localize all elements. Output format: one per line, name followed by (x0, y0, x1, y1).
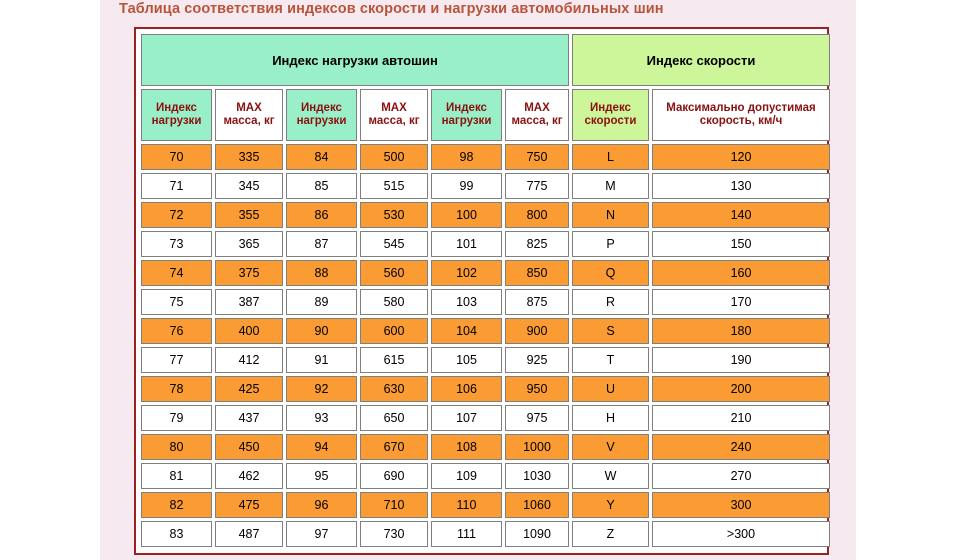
cell-max-speed: 170 (652, 289, 830, 315)
col-header-max-mass: MAX масса, кг (360, 89, 428, 141)
cell-max-mass: 750 (505, 144, 569, 170)
cell-speed-index: L (572, 144, 649, 170)
cell-load-index: 94 (286, 434, 357, 460)
group-header-row (141, 34, 830, 86)
cell-max-mass: 462 (215, 463, 283, 489)
cell-load-index: 97 (286, 521, 357, 547)
cell-load-index: 98 (431, 144, 502, 170)
cell-max-mass: 365 (215, 231, 283, 257)
cell-load-index: 109 (431, 463, 502, 489)
table-row (141, 318, 830, 344)
cell-max-speed: 160 (652, 260, 830, 286)
table-row (141, 405, 830, 431)
col-header-speed-index: Индекс скорости (572, 89, 649, 141)
cell-max-mass: 775 (505, 173, 569, 199)
cell-max-mass: 825 (505, 231, 569, 257)
cell-speed-index: N (572, 202, 649, 228)
cell-load-index: 73 (141, 231, 212, 257)
cell-max-mass: 1000 (505, 434, 569, 460)
cell-max-mass: 630 (360, 376, 428, 402)
cell-max-mass: 487 (215, 521, 283, 547)
cell-max-mass: 690 (360, 463, 428, 489)
table-row (141, 231, 830, 257)
cell-max-mass: 400 (215, 318, 283, 344)
cell-load-index: 81 (141, 463, 212, 489)
cell-speed-index: Y (572, 492, 649, 518)
cell-max-speed: >300 (652, 521, 830, 547)
cell-load-index: 108 (431, 434, 502, 460)
cell-speed-index: W (572, 463, 649, 489)
cell-max-mass: 425 (215, 376, 283, 402)
cell-load-index: 101 (431, 231, 502, 257)
cell-load-index: 88 (286, 260, 357, 286)
table-row (141, 463, 830, 489)
cell-max-mass: 387 (215, 289, 283, 315)
cell-max-speed: 210 (652, 405, 830, 431)
cell-max-mass: 925 (505, 347, 569, 373)
table-row (141, 144, 830, 170)
cell-max-speed: 190 (652, 347, 830, 373)
cell-max-mass: 1030 (505, 463, 569, 489)
cell-load-index: 95 (286, 463, 357, 489)
cell-speed-index: Q (572, 260, 649, 286)
cell-load-index: 91 (286, 347, 357, 373)
cell-load-index: 105 (431, 347, 502, 373)
col-header-load-index: Индекс нагрузки (286, 89, 357, 141)
cell-load-index: 107 (431, 405, 502, 431)
cell-max-mass: 530 (360, 202, 428, 228)
cell-speed-index: V (572, 434, 649, 460)
cell-max-mass: 615 (360, 347, 428, 373)
cell-load-index: 78 (141, 376, 212, 402)
col-header-load-index: Индекс нагрузки (431, 89, 502, 141)
table-row (141, 376, 830, 402)
tire-index-table (138, 31, 833, 550)
table-row (141, 521, 830, 547)
cell-max-mass: 355 (215, 202, 283, 228)
cell-speed-index: P (572, 231, 649, 257)
cell-max-mass: 475 (215, 492, 283, 518)
cell-load-index: 102 (431, 260, 502, 286)
cell-speed-index: R (572, 289, 649, 315)
cell-max-mass: 710 (360, 492, 428, 518)
cell-max-mass: 850 (505, 260, 569, 286)
cell-load-index: 84 (286, 144, 357, 170)
cell-max-speed: 180 (652, 318, 830, 344)
cell-max-mass: 560 (360, 260, 428, 286)
cell-load-index: 89 (286, 289, 357, 315)
cell-max-speed: 300 (652, 492, 830, 518)
table-row (141, 173, 830, 199)
cell-load-index: 83 (141, 521, 212, 547)
cell-max-speed: 240 (652, 434, 830, 460)
cell-max-mass: 500 (360, 144, 428, 170)
cell-speed-index: H (572, 405, 649, 431)
cell-load-index: 111 (431, 521, 502, 547)
cell-max-mass: 412 (215, 347, 283, 373)
cell-max-mass: 650 (360, 405, 428, 431)
cell-load-index: 110 (431, 492, 502, 518)
cell-max-mass: 730 (360, 521, 428, 547)
cell-load-index: 103 (431, 289, 502, 315)
page-title: Таблица соответствия индексов скорости и нагрузки автомобильных шин (119, 1, 664, 17)
cell-max-mass: 437 (215, 405, 283, 431)
cell-max-mass: 875 (505, 289, 569, 315)
cell-max-mass: 345 (215, 173, 283, 199)
col-header-max-mass: MAX масса, кг (215, 89, 283, 141)
cell-max-speed: 150 (652, 231, 830, 257)
column-header-row (141, 89, 830, 141)
cell-load-index: 82 (141, 492, 212, 518)
table-row (141, 434, 830, 460)
cell-load-index: 70 (141, 144, 212, 170)
cell-max-mass: 1090 (505, 521, 569, 547)
cell-load-index: 79 (141, 405, 212, 431)
col-header-load-index: Индекс нагрузки (141, 89, 212, 141)
cell-speed-index: S (572, 318, 649, 344)
cell-max-mass: 975 (505, 405, 569, 431)
table-body (141, 144, 830, 547)
cell-max-speed: 140 (652, 202, 830, 228)
cell-max-mass: 950 (505, 376, 569, 402)
cell-max-mass: 515 (360, 173, 428, 199)
cell-max-mass: 335 (215, 144, 283, 170)
cell-load-index: 75 (141, 289, 212, 315)
cell-max-mass: 580 (360, 289, 428, 315)
cell-load-index: 106 (431, 376, 502, 402)
cell-load-index: 100 (431, 202, 502, 228)
cell-max-speed: 200 (652, 376, 830, 402)
cell-load-index: 90 (286, 318, 357, 344)
cell-speed-index: M (572, 173, 649, 199)
cell-speed-index: T (572, 347, 649, 373)
cell-max-mass: 670 (360, 434, 428, 460)
cell-load-index: 76 (141, 318, 212, 344)
cell-max-mass: 900 (505, 318, 569, 344)
cell-max-speed: 270 (652, 463, 830, 489)
cell-load-index: 92 (286, 376, 357, 402)
cell-load-index: 96 (286, 492, 357, 518)
cell-load-index: 80 (141, 434, 212, 460)
table-row (141, 492, 830, 518)
cell-load-index: 72 (141, 202, 212, 228)
cell-load-index: 85 (286, 173, 357, 199)
table-row (141, 347, 830, 373)
cell-max-mass: 1060 (505, 492, 569, 518)
cell-max-mass: 800 (505, 202, 569, 228)
cell-load-index: 87 (286, 231, 357, 257)
cell-speed-index: U (572, 376, 649, 402)
cell-load-index: 86 (286, 202, 357, 228)
group-header-speed: Индекс скорости (572, 34, 830, 86)
cell-load-index: 99 (431, 173, 502, 199)
cell-max-mass: 375 (215, 260, 283, 286)
group-header-load: Индекс нагрузки автошин (141, 34, 569, 86)
cell-max-mass: 600 (360, 318, 428, 344)
cell-max-speed: 120 (652, 144, 830, 170)
table-row (141, 289, 830, 315)
table-row (141, 260, 830, 286)
table-row (141, 202, 830, 228)
cell-load-index: 71 (141, 173, 212, 199)
cell-load-index: 104 (431, 318, 502, 344)
col-header-max-speed: Максимально допустимая скорость, км/ч (652, 89, 830, 141)
cell-load-index: 77 (141, 347, 212, 373)
cell-load-index: 74 (141, 260, 212, 286)
cell-speed-index: Z (572, 521, 649, 547)
cell-load-index: 93 (286, 405, 357, 431)
col-header-max-mass: MAX масса, кг (505, 89, 569, 141)
cell-max-mass: 450 (215, 434, 283, 460)
cell-max-mass: 545 (360, 231, 428, 257)
cell-max-speed: 130 (652, 173, 830, 199)
